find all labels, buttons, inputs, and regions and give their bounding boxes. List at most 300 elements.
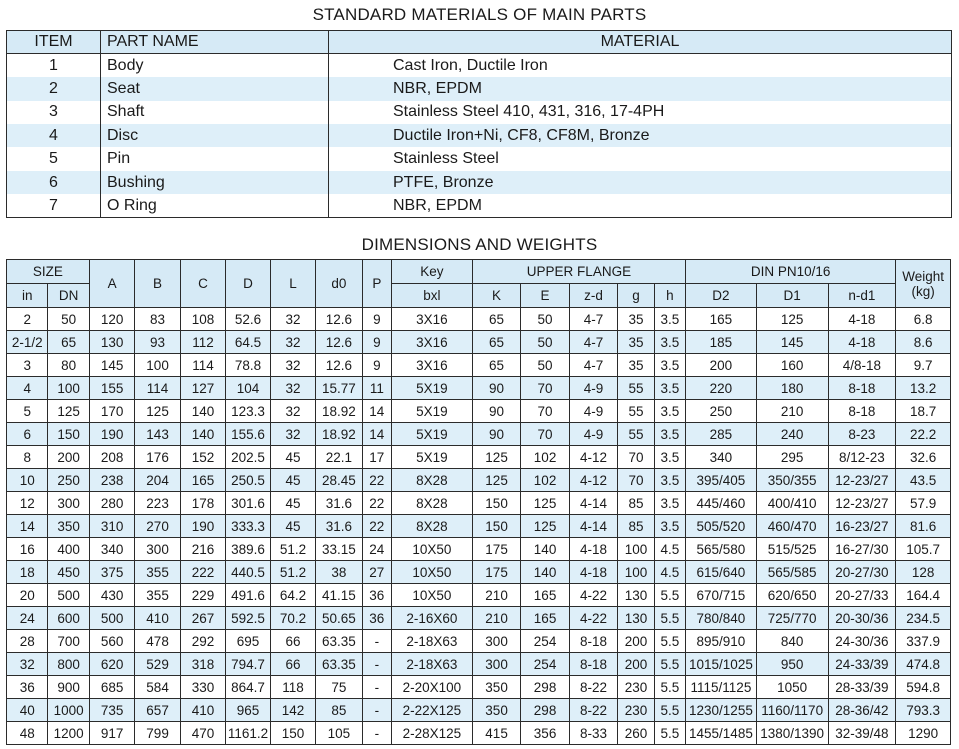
item-cell: 5 bbox=[7, 147, 101, 170]
cell-b: 100 bbox=[135, 354, 180, 377]
cell-c: 114 bbox=[180, 354, 225, 377]
cell-p: 22 bbox=[362, 469, 391, 492]
part-name-cell: O Ring bbox=[101, 194, 329, 217]
cell-k: 150 bbox=[472, 492, 521, 515]
cell-h: 3.5 bbox=[654, 331, 685, 354]
cell-weight: 81.6 bbox=[896, 515, 951, 538]
cell-z-d: 4-18 bbox=[569, 561, 618, 584]
cell-k: 90 bbox=[472, 377, 521, 400]
cell-d1: 620/650 bbox=[756, 584, 828, 607]
cell-c: 222 bbox=[180, 561, 225, 584]
cell-e: 165 bbox=[521, 584, 570, 607]
cell-b: 204 bbox=[135, 469, 180, 492]
cell-bxl: 2-18X63 bbox=[391, 653, 472, 676]
cell-p: 9 bbox=[362, 308, 391, 331]
cell-l: 70.2 bbox=[270, 607, 315, 630]
item-cell: 6 bbox=[7, 171, 101, 194]
cell-d0: 31.6 bbox=[316, 515, 362, 538]
cell-b: 300 bbox=[135, 538, 180, 561]
cell-dn: 65 bbox=[48, 331, 89, 354]
table-row bbox=[7, 515, 951, 538]
cell-d1: 400/410 bbox=[756, 492, 828, 515]
cell-l: 150 bbox=[270, 722, 315, 745]
material-cell: PTFE, Bronze bbox=[329, 171, 952, 194]
header-g: g bbox=[618, 284, 654, 308]
cell-z-d: 8-18 bbox=[569, 630, 618, 653]
cell-d: 794.7 bbox=[226, 653, 270, 676]
cell-weight: 22.2 bbox=[896, 423, 951, 446]
cell-d1: 160 bbox=[756, 354, 828, 377]
cell-k: 65 bbox=[472, 308, 521, 331]
cell-z-d: 4-18 bbox=[569, 538, 618, 561]
cell-d: 52.6 bbox=[226, 308, 270, 331]
cell-a: 340 bbox=[89, 538, 134, 561]
cell-weight: 234.5 bbox=[896, 607, 951, 630]
table-row bbox=[7, 469, 951, 492]
cell-bxl: 3X16 bbox=[391, 354, 472, 377]
cell-n-d1: 32-39/48 bbox=[828, 722, 896, 745]
cell-k: 300 bbox=[472, 630, 521, 653]
item-cell: 1 bbox=[7, 54, 101, 77]
cell-z-d: 4-12 bbox=[569, 446, 618, 469]
cell-g: 100 bbox=[618, 561, 654, 584]
cell-g: 230 bbox=[618, 676, 654, 699]
cell-c: 112 bbox=[180, 331, 225, 354]
cell-k: 90 bbox=[472, 423, 521, 446]
cell-dn: 600 bbox=[48, 607, 89, 630]
cell-d: 250.5 bbox=[226, 469, 270, 492]
cell-l: 142 bbox=[270, 699, 315, 722]
cell-d: 491.6 bbox=[226, 584, 270, 607]
cell-d0: 38 bbox=[316, 561, 362, 584]
cell-a: 735 bbox=[89, 699, 134, 722]
cell-h: 5.5 bbox=[654, 699, 685, 722]
dimensions-table bbox=[6, 259, 951, 745]
cell-c: 165 bbox=[180, 469, 225, 492]
cell-e: 50 bbox=[521, 308, 570, 331]
table-row bbox=[7, 561, 951, 584]
cell-d2: 1455/1485 bbox=[686, 722, 757, 745]
cell-k: 65 bbox=[472, 354, 521, 377]
cell-d0: 12.6 bbox=[316, 331, 362, 354]
table-row bbox=[7, 492, 951, 515]
table-row bbox=[7, 423, 951, 446]
cell-k: 125 bbox=[472, 469, 521, 492]
cell-e: 165 bbox=[521, 607, 570, 630]
cell-z-d: 8-18 bbox=[569, 653, 618, 676]
header-weight bbox=[896, 260, 951, 308]
part-name-cell: Body bbox=[101, 54, 329, 77]
cell-weight: 128 bbox=[896, 561, 951, 584]
part-name-cell: Pin bbox=[101, 147, 329, 170]
cell-c: 330 bbox=[180, 676, 225, 699]
header-h: h bbox=[654, 284, 685, 308]
header-dn: DN bbox=[48, 284, 89, 308]
cell-d0: 12.6 bbox=[316, 354, 362, 377]
cell-p: - bbox=[362, 676, 391, 699]
table-row bbox=[7, 308, 951, 331]
cell-l: 45 bbox=[270, 469, 315, 492]
cell-e: 298 bbox=[521, 699, 570, 722]
header-d0: d0 bbox=[316, 260, 362, 308]
table-row bbox=[7, 607, 951, 630]
cell-in: 20 bbox=[7, 584, 48, 607]
cell-b: 223 bbox=[135, 492, 180, 515]
cell-weight: 18.7 bbox=[896, 400, 951, 423]
table-row bbox=[7, 538, 951, 561]
cell-n-d1: 8-18 bbox=[828, 400, 896, 423]
cell-b: 176 bbox=[135, 446, 180, 469]
cell-d0: 105 bbox=[316, 722, 362, 745]
part-name-cell: Seat bbox=[101, 77, 329, 100]
cell-d: 965 bbox=[226, 699, 270, 722]
cell-d2: 1015/1025 bbox=[686, 653, 757, 676]
cell-d0: 50.65 bbox=[316, 607, 362, 630]
part-name-cell: Disc bbox=[101, 124, 329, 147]
cell-n-d1: 28-36/42 bbox=[828, 699, 896, 722]
cell-d2: 395/405 bbox=[686, 469, 757, 492]
header-item: ITEM bbox=[7, 31, 101, 54]
cell-g: 70 bbox=[618, 446, 654, 469]
cell-d0: 85 bbox=[316, 699, 362, 722]
header-e: E bbox=[521, 284, 570, 308]
cell-k: 415 bbox=[472, 722, 521, 745]
cell-in: 2-1/2 bbox=[7, 331, 48, 354]
cell-d1: 1050 bbox=[756, 676, 828, 699]
cell-bxl: 5X19 bbox=[391, 423, 472, 446]
cell-h: 3.5 bbox=[654, 308, 685, 331]
cell-in: 2 bbox=[7, 308, 48, 331]
cell-a: 238 bbox=[89, 469, 134, 492]
cell-g: 85 bbox=[618, 515, 654, 538]
cell-l: 32 bbox=[270, 308, 315, 331]
materials-title: STANDARD MATERIALS OF MAIN PARTS bbox=[312, 5, 647, 24]
cell-a: 500 bbox=[89, 607, 134, 630]
cell-c: 140 bbox=[180, 400, 225, 423]
cell-d1: 295 bbox=[756, 446, 828, 469]
cell-h: 5.5 bbox=[654, 722, 685, 745]
cell-d: 123.3 bbox=[226, 400, 270, 423]
cell-p: 11 bbox=[362, 377, 391, 400]
cell-l: 45 bbox=[270, 492, 315, 515]
cell-bxl: 10X50 bbox=[391, 538, 472, 561]
cell-g: 55 bbox=[618, 423, 654, 446]
cell-bxl: 8X28 bbox=[391, 469, 472, 492]
cell-d1: 180 bbox=[756, 377, 828, 400]
cell-dn: 125 bbox=[48, 400, 89, 423]
item-cell: 3 bbox=[7, 101, 101, 124]
cell-dn: 50 bbox=[48, 308, 89, 331]
cell-weight: 32.6 bbox=[896, 446, 951, 469]
cell-a: 430 bbox=[89, 584, 134, 607]
cell-k: 210 bbox=[472, 584, 521, 607]
cell-z-d: 4-12 bbox=[569, 469, 618, 492]
cell-k: 350 bbox=[472, 699, 521, 722]
cell-b: 584 bbox=[135, 676, 180, 699]
cell-b: 355 bbox=[135, 561, 180, 584]
cell-d0: 12.6 bbox=[316, 308, 362, 331]
header-weight-label: Weight bbox=[902, 268, 945, 284]
cell-n-d1: 4/8-18 bbox=[828, 354, 896, 377]
cell-d0: 18.92 bbox=[316, 400, 362, 423]
cell-k: 350 bbox=[472, 676, 521, 699]
cell-h: 4.5 bbox=[654, 561, 685, 584]
cell-g: 70 bbox=[618, 469, 654, 492]
cell-z-d: 4-14 bbox=[569, 492, 618, 515]
cell-p: - bbox=[362, 653, 391, 676]
cell-a: 130 bbox=[89, 331, 134, 354]
cell-k: 175 bbox=[472, 561, 521, 584]
cell-in: 18 bbox=[7, 561, 48, 584]
cell-n-d1: 20-30/36 bbox=[828, 607, 896, 630]
cell-bxl: 5X19 bbox=[391, 377, 472, 400]
table-row bbox=[7, 722, 951, 745]
cell-d2: 445/460 bbox=[686, 492, 757, 515]
cell-weight: 57.9 bbox=[896, 492, 951, 515]
cell-a: 310 bbox=[89, 515, 134, 538]
cell-z-d: 4-14 bbox=[569, 515, 618, 538]
cell-d1: 725/770 bbox=[756, 607, 828, 630]
cell-n-d1: 4-18 bbox=[828, 308, 896, 331]
cell-in: 5 bbox=[7, 400, 48, 423]
cell-d1: 145 bbox=[756, 331, 828, 354]
cell-dn: 450 bbox=[48, 561, 89, 584]
cell-a: 208 bbox=[89, 446, 134, 469]
cell-e: 50 bbox=[521, 354, 570, 377]
cell-e: 50 bbox=[521, 331, 570, 354]
cell-g: 35 bbox=[618, 354, 654, 377]
cell-h: 3.5 bbox=[654, 515, 685, 538]
cell-b: 529 bbox=[135, 653, 180, 676]
cell-h: 3.5 bbox=[654, 469, 685, 492]
cell-d2: 670/715 bbox=[686, 584, 757, 607]
cell-l: 118 bbox=[270, 676, 315, 699]
cell-z-d: 8-22 bbox=[569, 676, 618, 699]
table-row bbox=[7, 584, 951, 607]
cell-weight: 43.5 bbox=[896, 469, 951, 492]
part-name-cell: Shaft bbox=[101, 101, 329, 124]
cell-d: 333.3 bbox=[226, 515, 270, 538]
cell-d2: 220 bbox=[686, 377, 757, 400]
cell-b: 657 bbox=[135, 699, 180, 722]
cell-in: 28 bbox=[7, 630, 48, 653]
cell-d2: 1230/1255 bbox=[686, 699, 757, 722]
cell-g: 85 bbox=[618, 492, 654, 515]
cell-weight: 594.8 bbox=[896, 676, 951, 699]
cell-d2: 200 bbox=[686, 354, 757, 377]
cell-bxl: 2-22X125 bbox=[391, 699, 472, 722]
header-d2: D2 bbox=[686, 284, 757, 308]
cell-g: 230 bbox=[618, 699, 654, 722]
header-part-name: PART NAME bbox=[101, 31, 329, 54]
cell-in: 8 bbox=[7, 446, 48, 469]
cell-bxl: 8X28 bbox=[391, 515, 472, 538]
header-in: in bbox=[7, 284, 48, 308]
header-d1: D1 bbox=[756, 284, 828, 308]
header-material: MATERIAL bbox=[329, 31, 952, 54]
cell-g: 35 bbox=[618, 308, 654, 331]
table-row bbox=[7, 124, 952, 147]
cell-c: 470 bbox=[180, 722, 225, 745]
cell-k: 300 bbox=[472, 653, 521, 676]
header-upper-flange: UPPER FLANGE bbox=[472, 260, 685, 284]
cell-d0: 63.35 bbox=[316, 630, 362, 653]
cell-n-d1: 24-30/36 bbox=[828, 630, 896, 653]
cell-c: 140 bbox=[180, 423, 225, 446]
cell-d: 202.5 bbox=[226, 446, 270, 469]
cell-h: 4.5 bbox=[654, 538, 685, 561]
cell-dn: 1000 bbox=[48, 699, 89, 722]
cell-dn: 1200 bbox=[48, 722, 89, 745]
cell-n-d1: 16-27/30 bbox=[828, 538, 896, 561]
cell-a: 155 bbox=[89, 377, 134, 400]
cell-d1: 460/470 bbox=[756, 515, 828, 538]
header-k: K bbox=[472, 284, 521, 308]
cell-e: 102 bbox=[521, 469, 570, 492]
cell-n-d1: 8/12-23 bbox=[828, 446, 896, 469]
cell-h: 5.5 bbox=[654, 653, 685, 676]
cell-h: 3.5 bbox=[654, 377, 685, 400]
table-row bbox=[7, 194, 952, 217]
cell-e: 70 bbox=[521, 400, 570, 423]
cell-g: 130 bbox=[618, 607, 654, 630]
header-b: B bbox=[135, 260, 180, 308]
cell-n-d1: 20-27/33 bbox=[828, 584, 896, 607]
cell-p: 17 bbox=[362, 446, 391, 469]
cell-k: 125 bbox=[472, 446, 521, 469]
header-key: Key bbox=[391, 260, 472, 284]
header-size: SIZE bbox=[7, 260, 90, 284]
cell-in: 12 bbox=[7, 492, 48, 515]
header-z-d: z-d bbox=[569, 284, 618, 308]
cell-d1: 350/355 bbox=[756, 469, 828, 492]
cell-d1: 1380/1390 bbox=[756, 722, 828, 745]
cell-c: 190 bbox=[180, 515, 225, 538]
cell-d1: 840 bbox=[756, 630, 828, 653]
cell-p: 14 bbox=[362, 423, 391, 446]
cell-a: 917 bbox=[89, 722, 134, 745]
cell-l: 51.2 bbox=[270, 538, 315, 561]
cell-z-d: 4-22 bbox=[569, 607, 618, 630]
cell-in: 10 bbox=[7, 469, 48, 492]
cell-d2: 165 bbox=[686, 308, 757, 331]
cell-d1: 1160/1170 bbox=[756, 699, 828, 722]
cell-d2: 565/580 bbox=[686, 538, 757, 561]
cell-d0: 41.15 bbox=[316, 584, 362, 607]
cell-d: 440.5 bbox=[226, 561, 270, 584]
header-p: P bbox=[362, 260, 391, 308]
cell-d: 695 bbox=[226, 630, 270, 653]
header-d: D bbox=[226, 260, 270, 308]
header-bxl: bxl bbox=[391, 284, 472, 308]
cell-p: - bbox=[362, 722, 391, 745]
cell-n-d1: 28-33/39 bbox=[828, 676, 896, 699]
cell-h: 5.5 bbox=[654, 676, 685, 699]
cell-weight: 164.4 bbox=[896, 584, 951, 607]
cell-g: 260 bbox=[618, 722, 654, 745]
item-cell: 2 bbox=[7, 77, 101, 100]
cell-n-d1: 12-23/27 bbox=[828, 469, 896, 492]
cell-d0: 33.15 bbox=[316, 538, 362, 561]
cell-l: 32 bbox=[270, 400, 315, 423]
cell-weight: 793.3 bbox=[896, 699, 951, 722]
cell-l: 32 bbox=[270, 377, 315, 400]
cell-c: 410 bbox=[180, 699, 225, 722]
cell-k: 90 bbox=[472, 400, 521, 423]
header-a: A bbox=[89, 260, 134, 308]
cell-b: 410 bbox=[135, 607, 180, 630]
cell-e: 70 bbox=[521, 377, 570, 400]
cell-e: 70 bbox=[521, 423, 570, 446]
cell-c: 178 bbox=[180, 492, 225, 515]
cell-d: 592.5 bbox=[226, 607, 270, 630]
cell-h: 3.5 bbox=[654, 446, 685, 469]
cell-bxl: 5X19 bbox=[391, 400, 472, 423]
cell-d0: 75 bbox=[316, 676, 362, 699]
material-cell: Stainless Steel 410, 431, 316, 17-4PH bbox=[329, 101, 952, 124]
cell-weight: 1290 bbox=[896, 722, 951, 745]
cell-weight: 337.9 bbox=[896, 630, 951, 653]
cell-z-d: 4-7 bbox=[569, 354, 618, 377]
cell-a: 280 bbox=[89, 492, 134, 515]
cell-e: 254 bbox=[521, 630, 570, 653]
cell-d2: 615/640 bbox=[686, 561, 757, 584]
cell-d2: 285 bbox=[686, 423, 757, 446]
cell-dn: 100 bbox=[48, 377, 89, 400]
cell-p: 9 bbox=[362, 354, 391, 377]
cell-c: 152 bbox=[180, 446, 225, 469]
table-row bbox=[7, 101, 952, 124]
cell-l: 32 bbox=[270, 354, 315, 377]
cell-a: 120 bbox=[89, 308, 134, 331]
header-weight-unit: (kg) bbox=[911, 283, 935, 299]
cell-d0: 28.45 bbox=[316, 469, 362, 492]
header-n-d1: n-d1 bbox=[828, 284, 896, 308]
table-row bbox=[7, 354, 951, 377]
cell-g: 35 bbox=[618, 331, 654, 354]
table-row bbox=[7, 653, 951, 676]
cell-h: 3.5 bbox=[654, 492, 685, 515]
cell-in: 3 bbox=[7, 354, 48, 377]
cell-d2: 250 bbox=[686, 400, 757, 423]
cell-d: 1161.2 bbox=[226, 722, 270, 745]
cell-p: 24 bbox=[362, 538, 391, 561]
cell-in: 40 bbox=[7, 699, 48, 722]
cell-c: 127 bbox=[180, 377, 225, 400]
table-row bbox=[7, 676, 951, 699]
material-cell: NBR, EPDM bbox=[329, 77, 952, 100]
cell-k: 210 bbox=[472, 607, 521, 630]
cell-h: 3.5 bbox=[654, 354, 685, 377]
cell-g: 55 bbox=[618, 377, 654, 400]
cell-d1: 210 bbox=[756, 400, 828, 423]
cell-l: 66 bbox=[270, 653, 315, 676]
cell-h: 5.5 bbox=[654, 630, 685, 653]
cell-c: 267 bbox=[180, 607, 225, 630]
cell-bxl: 10X50 bbox=[391, 584, 472, 607]
cell-in: 16 bbox=[7, 538, 48, 561]
cell-c: 216 bbox=[180, 538, 225, 561]
cell-b: 114 bbox=[135, 377, 180, 400]
cell-d0: 15.77 bbox=[316, 377, 362, 400]
cell-dn: 300 bbox=[48, 492, 89, 515]
cell-k: 150 bbox=[472, 515, 521, 538]
cell-d1: 515/525 bbox=[756, 538, 828, 561]
cell-b: 143 bbox=[135, 423, 180, 446]
cell-p: 22 bbox=[362, 492, 391, 515]
cell-p: 22 bbox=[362, 515, 391, 538]
cell-g: 200 bbox=[618, 653, 654, 676]
